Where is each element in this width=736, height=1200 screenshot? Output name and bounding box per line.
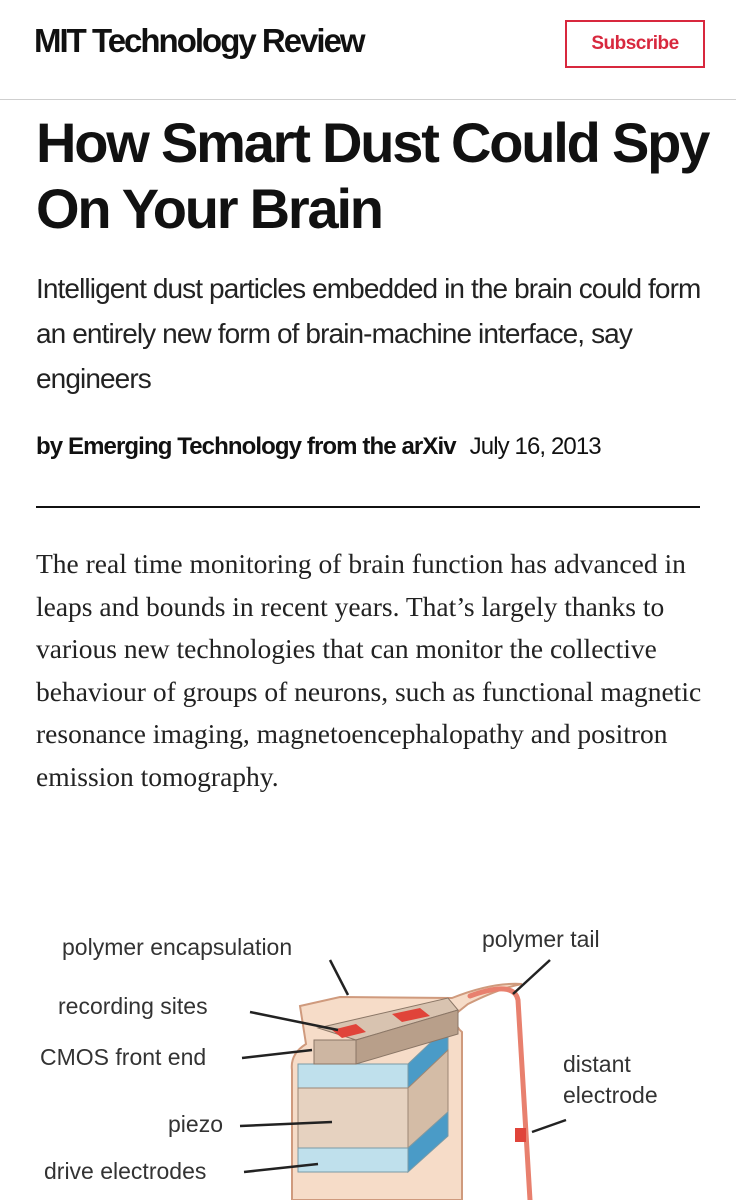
label-distant: distant — [563, 1051, 631, 1077]
piezo-block-front — [298, 1088, 408, 1148]
article-headline: How Smart Dust Could Spy On Your Brain — [36, 111, 709, 240]
label-drive-electrodes: drive electrodes — [44, 1158, 207, 1184]
author-link[interactable]: by Emerging Technology from the arXiv — [36, 433, 456, 460]
divider — [36, 506, 700, 508]
label-cmos-front-end: CMOS front end — [40, 1044, 207, 1070]
distant-electrode-tip — [515, 1128, 526, 1142]
label-recording-sites: recording sites — [58, 993, 208, 1019]
drive-electrode-layer — [298, 1148, 408, 1172]
publish-date: July 16, 2013 — [469, 433, 601, 460]
site-header — [0, 0, 736, 100]
article-body-paragraph: The real time monitoring of brain function has advanced in leaps and bounds in recent years. That’s largely thanks to various new technologies that can monitor the collective behaviour of groups of neurons, such as functional magnetic resonance imaging, magnetoencephalopathy and positron emission tomography. — [36, 548, 702, 792]
smart-dust-diagram — [0, 900, 736, 1200]
label-electrode: electrode — [563, 1082, 658, 1108]
article-figure — [0, 900, 736, 1200]
label-polymer-tail: polymer tail — [482, 926, 600, 952]
byline — [36, 433, 716, 461]
label-piezo: piezo — [168, 1111, 223, 1137]
blue-top-layer — [298, 1064, 408, 1088]
site-logo[interactable]: MIT Technology Review — [34, 22, 364, 59]
subscribe-button[interactable]: Subscribe — [565, 20, 705, 68]
cmos-front — [314, 1040, 356, 1064]
article-dek: Intelligent dust particles embedded in the brain could form an entirely new form of brain-machine interface, say engineers — [36, 273, 701, 394]
label-polymer-encapsulation: polymer encapsulation — [62, 934, 293, 960]
